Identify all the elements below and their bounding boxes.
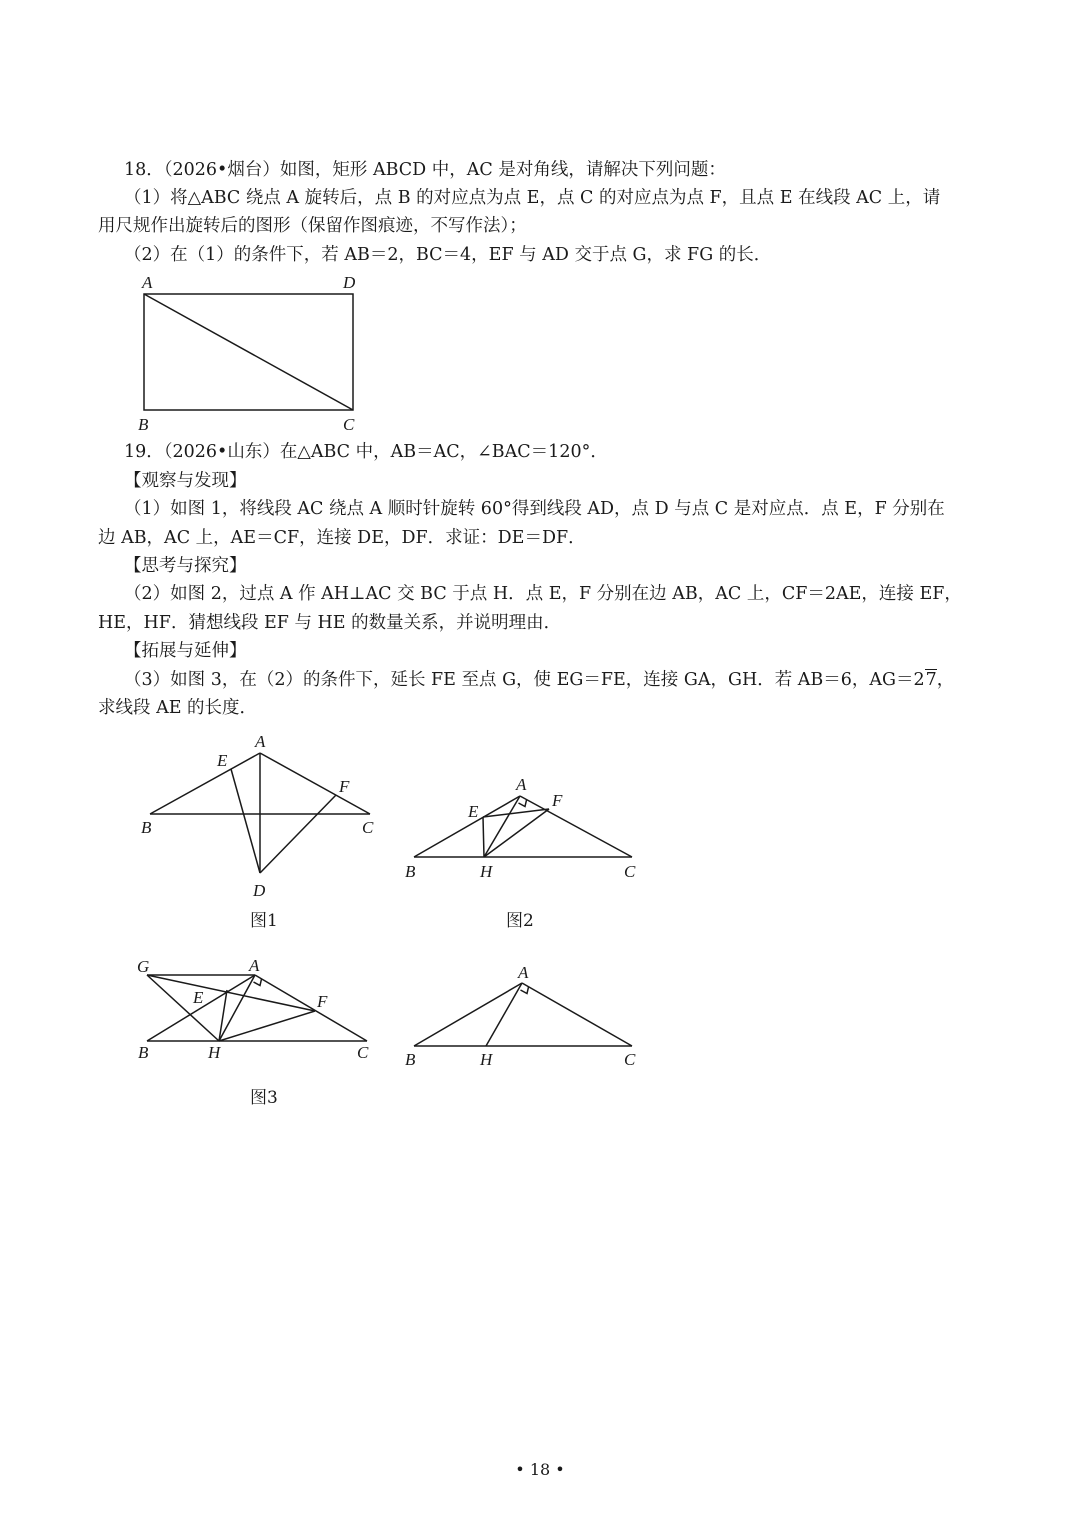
- q18-header: 18．（2026•烟台）如图，矩形 ABCD 中，AC 是对角线，请解决下列问题：: [124, 160, 726, 180]
- q18-rectangle-figure: [130, 270, 370, 438]
- q19-figure-2: [400, 773, 650, 883]
- right-angle-mark: [519, 800, 527, 807]
- label-a: A: [142, 273, 153, 292]
- q19-part2-line2: HE，HF．猜想线段 EF 与 HE 的数量关系，并说明理由．: [98, 613, 562, 633]
- page-number: • 18 •: [515, 1460, 565, 1479]
- q18-part2: （2）在（1）的条件下，若 AB＝2，BC＝4，EF 与 AD 交于点 G，求 FG 的长．: [124, 245, 772, 265]
- label-e: E: [217, 751, 228, 770]
- q19-header: 19．（2026•山东）在△ABC 中，AB＝AC，∠BAC＝120°．: [124, 442, 608, 462]
- q19-part3-punct: ，: [936, 670, 955, 690]
- segment-ah: [486, 983, 522, 1046]
- right-angle-mark: [521, 987, 529, 994]
- segment-ba: [147, 975, 255, 1041]
- label-c: C: [343, 415, 355, 434]
- segment-he: [483, 817, 484, 857]
- label-f: F: [552, 791, 563, 810]
- label-b: B: [138, 415, 149, 434]
- q19-section-observe: 【观察与发现】: [124, 471, 247, 491]
- label-d: D: [253, 881, 266, 900]
- fig1-caption: 图1: [250, 911, 278, 931]
- label-b: B: [405, 862, 416, 881]
- q19-part3-line1: [124, 666, 1014, 694]
- segment-ac: [520, 796, 632, 857]
- label-g: G: [137, 957, 150, 976]
- label-f: F: [317, 992, 328, 1011]
- q18-part1-line1: （1）将△ABC 绕点 A 旋转后，点 B 的对应点为点 E，点 C 的对应点为点 F，且点 E 在线段 AC 上，请: [124, 188, 941, 208]
- right-angle-mark: [254, 979, 262, 986]
- q19-section-explore: 【思考与探究】: [124, 556, 247, 576]
- label-b: B: [138, 1043, 149, 1062]
- label-a: A: [516, 775, 527, 794]
- q19-figure-4: [400, 960, 650, 1072]
- segment-de: [231, 769, 260, 873]
- label-b: B: [141, 818, 152, 837]
- q19-figure-1: [135, 728, 385, 903]
- segment-gf: [147, 975, 315, 1011]
- segment-gh: [147, 975, 219, 1041]
- segment-df: [260, 795, 336, 873]
- label-c: C: [624, 862, 636, 881]
- q19-part3-line2: 求线段 AE 的长度．: [98, 698, 258, 718]
- fig2-caption: 图2: [506, 911, 534, 931]
- fig3-caption: 图3: [250, 1088, 278, 1108]
- label-c: C: [357, 1043, 369, 1062]
- label-h: H: [480, 862, 493, 881]
- q19-part1-line2: 边 AB，AC 上，AE＝CF，连接 DE，DF．求证：DE＝DF．: [98, 528, 586, 548]
- label-h: H: [480, 1050, 493, 1069]
- q19-part2-line1: （2）如图 2，过点 A 作 AH⊥AC 交 BC 于点 H．点 E，F 分别在边 AB，AC 上，CF＝2AE，连接 EF，: [124, 584, 962, 604]
- q19-section-extend: 【拓展与延伸】: [124, 641, 247, 661]
- segment-ba: [150, 753, 260, 814]
- segment-ac: [260, 753, 370, 814]
- segment-ac: [255, 975, 367, 1041]
- label-f: F: [339, 777, 350, 796]
- label-c: C: [362, 818, 374, 837]
- label-c: C: [624, 1050, 636, 1069]
- label-d: D: [343, 273, 356, 292]
- sqrt-radicand: 7: [925, 670, 937, 690]
- label-b: B: [405, 1050, 416, 1069]
- segment-ba: [414, 983, 522, 1046]
- label-a: A: [249, 956, 260, 975]
- label-h: H: [208, 1043, 221, 1062]
- label-a: A: [518, 963, 529, 982]
- label-e: E: [193, 988, 204, 1007]
- q19-part1-line1: （1）如图 1，将线段 AC 绕点 A 顺时针旋转 60°得到线段 AD，点 D 与点 C 是对应点．点 E，F 分别在: [124, 499, 945, 519]
- label-a: A: [255, 732, 266, 751]
- q19-part3-text: （3）如图 3，在（2）的条件下，延长 FE 至点 G，使 EG＝FE，连接 GA，GH．若 AB＝6，AG＝2: [124, 670, 925, 690]
- q19-figure-3: [135, 955, 385, 1067]
- segment-ah: [484, 796, 520, 857]
- q18-part1-line2: 用尺规作出旋转后的图形（保留作图痕迹，不写作法）；: [98, 216, 527, 236]
- diagonal-ac: [144, 294, 353, 410]
- label-e: E: [468, 802, 479, 821]
- segment-ac: [522, 983, 632, 1046]
- segment-ba: [414, 796, 520, 857]
